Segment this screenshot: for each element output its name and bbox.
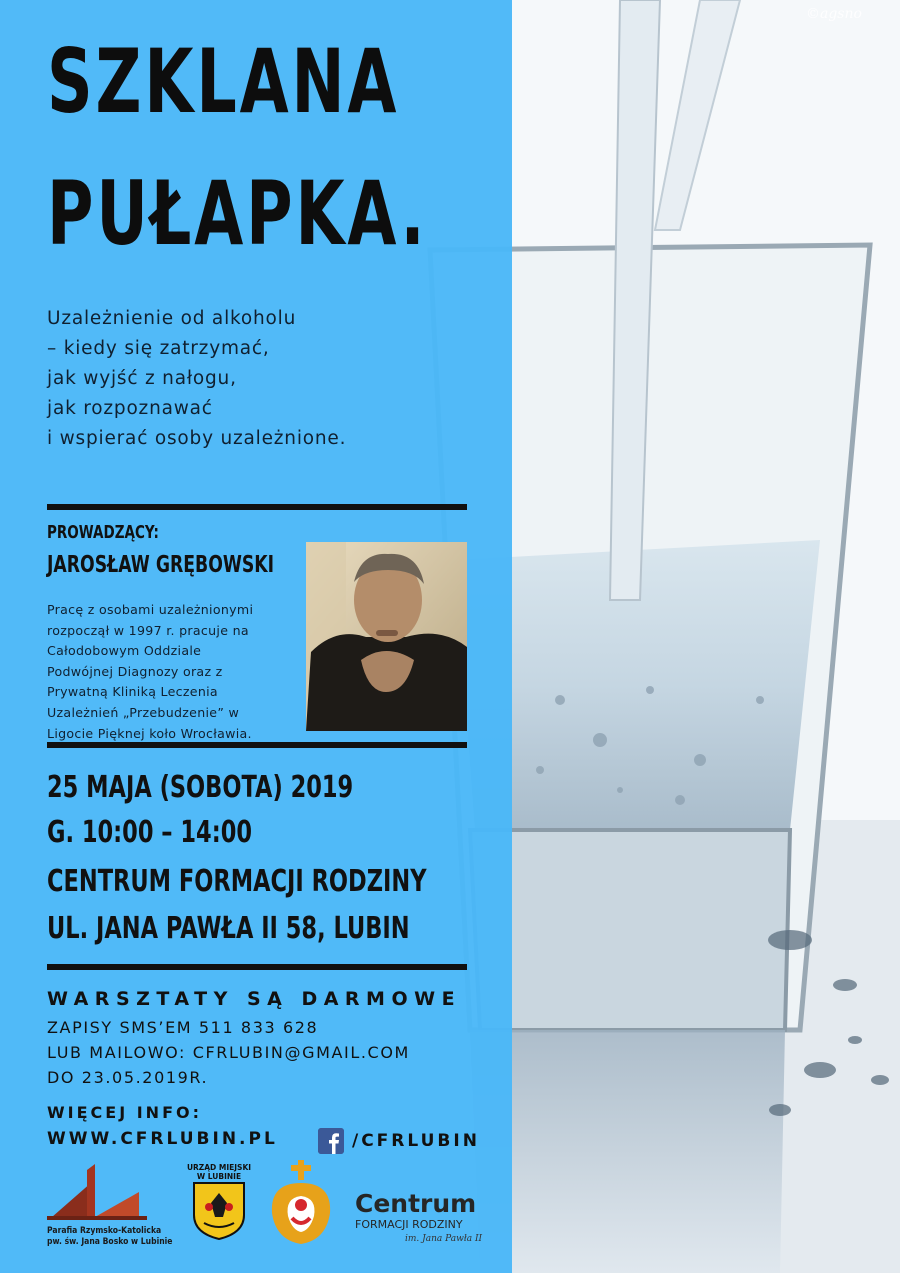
town-name-line2: W LUBINIE	[196, 1172, 242, 1181]
event-date: 25 MAJA (SOBOTA) 2019	[47, 770, 354, 805]
centrum-logo-subtitle: FORMACJI RODZINY	[355, 1218, 463, 1231]
facebook-icon	[318, 1128, 344, 1154]
family-logo	[262, 1158, 340, 1246]
host-label: PROWADZĄCY:	[47, 522, 159, 543]
lead-line: – kiedy się zatrzymać,	[47, 338, 270, 359]
portrait-photo	[306, 542, 467, 731]
lead-line: Uzależnienie od alkoholu	[47, 308, 297, 329]
divider	[47, 964, 467, 970]
lead-line: jak rozpoznawać	[47, 398, 213, 419]
free-workshops: WARSZTATY SĄ DARMOWE	[47, 988, 462, 1010]
lead-text	[47, 304, 346, 454]
centrum-logo-title: Centrum	[355, 1189, 477, 1218]
bio-line: Prywatną Kliniką Leczenia	[47, 684, 218, 700]
facebook-link[interactable]	[318, 1128, 480, 1154]
title-line-2: PUŁAPKA.	[47, 162, 428, 265]
lead-line: i wspierać osoby uzależnione.	[47, 428, 347, 449]
bio-line: Ligocie Pięknej koło Wrocławia.	[47, 725, 252, 741]
lead-line: jak wyjść z nałogu,	[47, 368, 237, 389]
bio-line: Całodobowym Oddziale	[47, 643, 202, 659]
event-place: CENTRUM FORMACJI RODZINY	[47, 864, 427, 899]
website-link[interactable]: WWW.CFRLUBIN.PL	[47, 1129, 278, 1149]
bio-line: Podwójnej Diagnozy oraz z	[47, 663, 223, 679]
facebook-handle: /CFRLUBIN	[352, 1131, 480, 1151]
centrum-logo	[355, 1190, 495, 1246]
sms-signup: ZAPISY SMS’EM 511 833 628	[47, 1018, 319, 1037]
email-signup: LUB MAILOWO: CFRLUBIN@GMAIL.COM	[47, 1043, 410, 1062]
title-line-1: SZKLANA	[47, 30, 400, 133]
divider	[47, 742, 467, 748]
church-logo	[47, 1162, 147, 1222]
signup-deadline: DO 23.05.2019R.	[47, 1068, 209, 1087]
host-bio	[47, 600, 253, 744]
event-time: G. 10:00 – 14:00	[47, 815, 253, 850]
host-name: JAROSŁAW GRĘBOWSKI	[47, 552, 275, 578]
town-name-line1: URZĄD MIEJSKI	[186, 1163, 252, 1172]
coat-of-arms-logo	[192, 1181, 246, 1241]
parish-name-line1: Parafia Rzymsko-Katolicka	[47, 1226, 162, 1236]
town-logo	[186, 1163, 252, 1245]
bio-line: Uzależnień „Przebudzenie” w	[47, 704, 240, 720]
divider	[47, 504, 467, 510]
centrum-logo-tagline: im. Jana Pawła II	[405, 1234, 483, 1244]
parish-logo	[47, 1162, 177, 1248]
bio-line: rozpoczął w 1997 r. pracuje na	[47, 622, 249, 638]
event-address: UL. JANA PAWŁA II 58, LUBIN	[47, 911, 410, 946]
watermark: ©agsno	[806, 6, 862, 22]
more-info-label: WIĘCEJ INFO:	[47, 1103, 202, 1122]
bio-line: Pracę z osobami uzależnionymi	[47, 602, 254, 617]
parish-name-line2: pw. św. Jana Bosko w Lubinie	[47, 1237, 173, 1247]
